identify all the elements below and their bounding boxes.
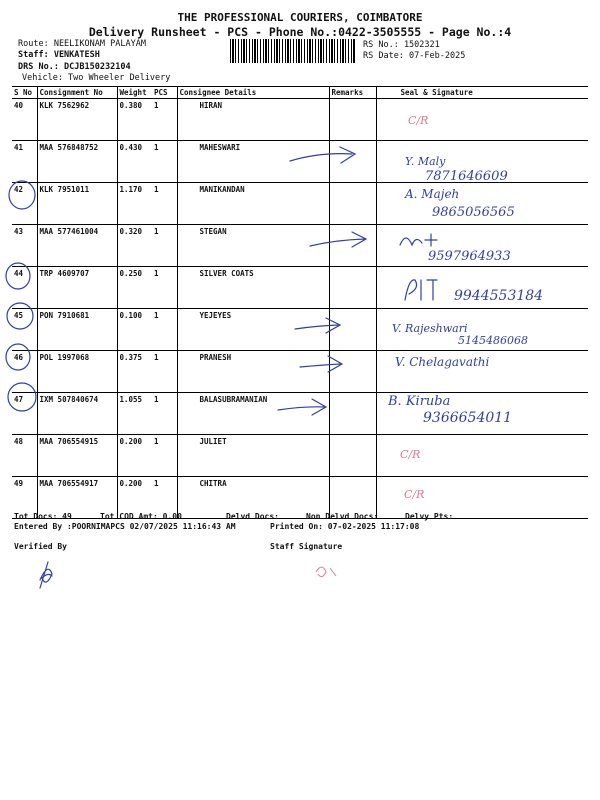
cell-sno: 48 [12, 435, 37, 477]
col-seal-signature: Seal & Signature [376, 87, 588, 99]
cell-weight: 0.200 [117, 435, 152, 477]
cell-sno: 49 [12, 477, 37, 519]
col-consignment: Consignment No [37, 87, 117, 99]
signature-r48: C/R [400, 448, 421, 461]
phone-r44: 9944553184 [454, 288, 544, 304]
cell-consignee: MANIKANDAN [177, 183, 329, 225]
non-delivered-docs: Non Delvd Docs: [306, 512, 379, 521]
circle-mark [6, 344, 30, 370]
cell-pcs: 1 [152, 435, 177, 477]
cell-consignment: MAA 706554917 [37, 477, 117, 519]
cell-consignment: TRP 4609707 [37, 267, 117, 309]
circle-mark [8, 383, 36, 411]
staff-signature-label: Staff Signature [270, 542, 343, 551]
col-consignee: Consignee Details [177, 87, 329, 99]
company-name: THE PROFESSIONAL COURIERS, COIMBATORE [177, 11, 423, 24]
total-docs: Tot Docs: 49 [14, 512, 72, 521]
vehicle: Vehicle: Two Wheeler Delivery [22, 73, 171, 83]
phone-r45: 5145486068 [458, 334, 528, 347]
rs-number: RS No.: 1502321 [363, 40, 440, 50]
arrow-icon [278, 399, 326, 415]
signature-r41: Y. Maly [405, 155, 446, 168]
total-cod: Tot COD Amt: 0.00 [100, 512, 182, 521]
cell-weight: 1.170 [117, 183, 152, 225]
verified-signature [40, 562, 52, 588]
cell-consignee: HIRAN [177, 99, 329, 141]
printed-on: Printed On: 07-02-2025 11:17:08 [270, 522, 420, 531]
col-sno: S No [12, 87, 37, 99]
cell-consignee: MAHESWARI [177, 141, 329, 183]
col-pcs: PCS [152, 87, 177, 99]
cell-pcs: 1 [152, 351, 177, 393]
arrow-icon [300, 356, 342, 372]
cell-consignee: CHITRA [177, 477, 329, 519]
phone-r41: 7871646609 [425, 169, 508, 184]
arrow-icon [290, 147, 355, 163]
staff-signature-mark [316, 567, 336, 577]
cell-consignee: JULIET [177, 435, 329, 477]
cell-weight: 0.380 [117, 99, 152, 141]
cell-sno: 44 [12, 267, 37, 309]
drs-number: DRS No.: DCJB150232104 [18, 62, 131, 72]
cell-consignment: IXM 507840674 [37, 393, 117, 435]
cell-consignee: BALASUBRAMANIAN [177, 393, 329, 435]
phone-r47: 9366654011 [423, 410, 513, 426]
signature-r42: A. Majeh [405, 187, 460, 201]
phone-r43: 9597964933 [428, 249, 511, 264]
signature-r47: B. Kiruba [388, 394, 451, 409]
cell-weight: 0.250 [117, 267, 152, 309]
cell-sno: 47 [12, 393, 37, 435]
cell-weight: 0.375 [117, 351, 152, 393]
cell-consignment: KLK 7562962 [37, 99, 117, 141]
delivery-points: Delvy Pts: [405, 512, 454, 521]
cell-pcs: 1 [152, 393, 177, 435]
cell-sno: 41 [12, 141, 37, 183]
staff: Staff: VENKATESH [18, 50, 100, 60]
signature-r40: C/R [408, 114, 429, 127]
route: Route: NEELIKONAM PALAYAM [18, 39, 146, 49]
cell-pcs: 1 [152, 309, 177, 351]
circle-mark [6, 263, 30, 289]
cell-sno: 46 [12, 351, 37, 393]
phone-r42: 9865056565 [432, 205, 515, 220]
cell-sno: 40 [12, 99, 37, 141]
cell-sno: 45 [12, 309, 37, 351]
runsheet-title: Delivery Runsheet - PCS - Phone No.:0422-3505555 - Page No.:4 [88, 25, 512, 39]
cell-weight: 0.200 [117, 477, 152, 519]
signature-r45: V. Rajeshwari [392, 322, 468, 335]
cell-consignment: KLK 7951011 [37, 183, 117, 225]
cell-consignee: SILVER COATS [177, 267, 329, 309]
delivered-docs: Delvd Docs: [226, 512, 279, 521]
cell-pcs: 1 [152, 477, 177, 519]
signature-r43 [400, 234, 437, 246]
signature-r44 [405, 280, 437, 300]
circle-mark [7, 303, 33, 329]
cell-weight: 0.320 [117, 225, 152, 267]
cell-consignee: PRANESH [177, 351, 329, 393]
cell-pcs: 1 [152, 267, 177, 309]
col-weight: Weight [117, 87, 152, 99]
signature-r46: V. Chelagavathi [395, 355, 490, 369]
cell-consignment: MAA 706554915 [37, 435, 117, 477]
cell-consignment: MAA 576848752 [37, 141, 117, 183]
cell-pcs: 1 [152, 183, 177, 225]
cell-pcs: 1 [152, 99, 177, 141]
cell-consignee: YEJEYES [177, 309, 329, 351]
cell-weight: 1.055 [117, 393, 152, 435]
verified-by-label: Verified By [14, 542, 67, 551]
cell-consignment: PON 7910681 [37, 309, 117, 351]
cell-pcs: 1 [152, 225, 177, 267]
cell-weight: 0.100 [117, 309, 152, 351]
cell-consignee: STEGAN [177, 225, 329, 267]
arrow-icon [310, 232, 366, 247]
signature-r49: C/R [404, 488, 425, 501]
entered-by: Entered By :POORNIMAPCS 02/07/2025 11:16:43 AM [14, 522, 236, 531]
cell-sno: 42 [12, 183, 37, 225]
cell-weight: 0.430 [117, 141, 152, 183]
col-remarks: Remarks [329, 87, 376, 99]
cell-pcs: 1 [152, 141, 177, 183]
circle-mark [9, 181, 35, 209]
cell-consignment: POL 1997068 [37, 351, 117, 393]
cell-sno: 43 [12, 225, 37, 267]
arrow-icon [295, 318, 340, 333]
cell-consignment: MAA 577461004 [37, 225, 117, 267]
rs-date: RS Date: 07-Feb-2025 [363, 51, 466, 61]
